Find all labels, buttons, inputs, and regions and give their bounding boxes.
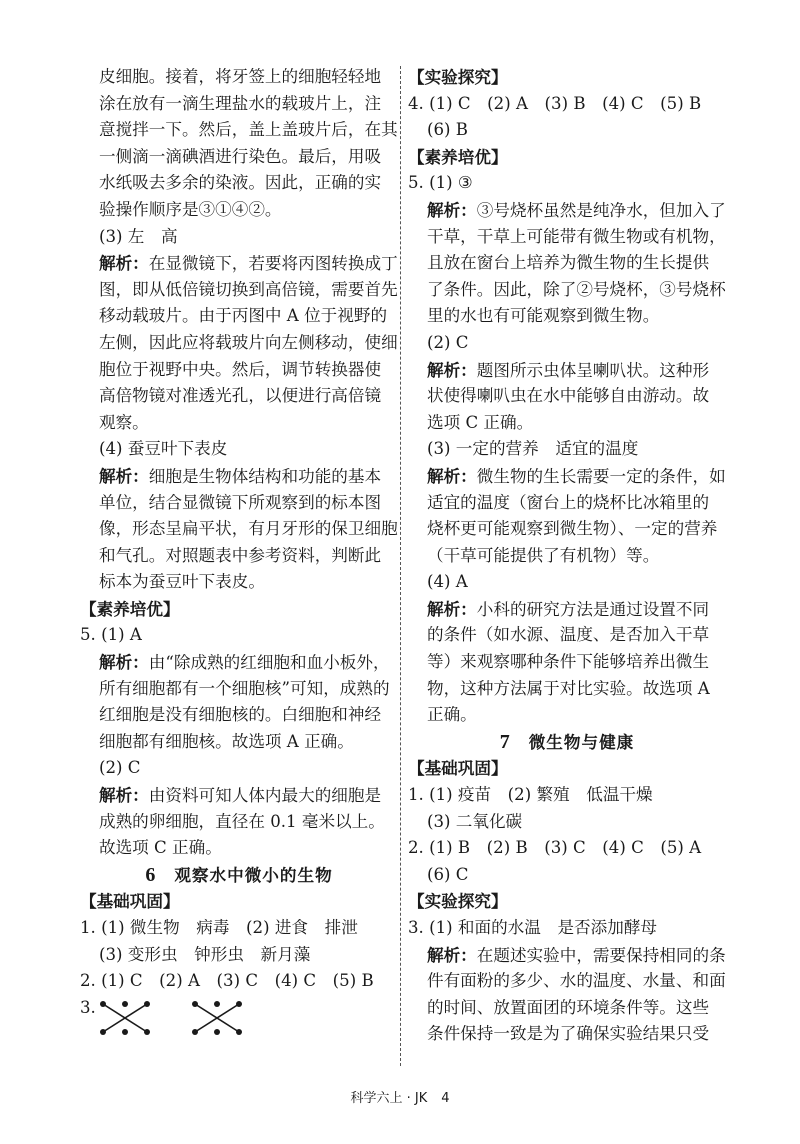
text-line: 像，形态呈扁平状，有月牙形的保卫细胞 <box>99 519 398 539</box>
column-divider <box>400 66 401 1066</box>
explanation-text: 由“除成熟的红细胞和血小板外， <box>148 653 390 673</box>
text-line: 且放在窗台上培养为微生物的生长提供 <box>427 253 710 273</box>
explanation-text: ③号烧杯虽然是纯净水，但加入了 <box>476 200 726 220</box>
explanation-label: 解析： <box>427 359 477 380</box>
section-title <box>80 862 398 889</box>
explanation-label: 解析： <box>99 785 149 806</box>
text-line: 烧杯更可能观察到微生物）、一定的营养 <box>427 519 718 539</box>
matching-dot <box>122 1029 128 1035</box>
matching-dot <box>214 1001 220 1007</box>
text-line: (6) C <box>427 864 469 884</box>
page-footer <box>0 1087 800 1106</box>
text-line: 故选项 C 正确。 <box>99 838 222 858</box>
text-line: (4) 蚕豆叶下表皮 <box>99 439 228 459</box>
explanation-text: 题图所示虫体呈喇叭状。这种形 <box>476 360 710 380</box>
text-line: (3) 一定的营养 适宜的温度 <box>427 439 639 459</box>
text-line: 条件保持一致是为了确保实验结果只受 <box>427 1024 710 1044</box>
text-line: 的时间、放置面团的环境条件等。这些 <box>427 997 710 1017</box>
right-column <box>408 64 726 1048</box>
text-line: 4. (1) C (2) A (3) B (4) C (5) B <box>408 93 702 113</box>
text-line: 观察。 <box>99 412 149 432</box>
text-line: (4) A <box>427 572 468 592</box>
text-line: 红细胞是没有细胞核的。白细胞和神经 <box>99 705 382 725</box>
matching-dot <box>236 1029 242 1035</box>
section-header: 【基础巩固】 <box>80 891 180 912</box>
section-header: 【素养培优】 <box>408 146 508 167</box>
text-line: 意搅拌一下。然后，盖上盖玻片后，在其 <box>99 120 398 140</box>
section-header: 【基础巩固】 <box>408 758 508 779</box>
text-line: 了条件。因此，除了②号烧杯，③号烧杯 <box>427 279 726 299</box>
text-line: 状使得喇叭虫在水中能够自由游动。故 <box>427 386 710 406</box>
explanation-text: 由资料可知人体内最大的细胞是 <box>148 786 382 806</box>
text-line: 胞位于视野中央。然后，调节转换器使 <box>99 359 382 379</box>
text-line: 等）来观察哪种条件下能够培养出微生 <box>427 652 710 672</box>
text-line: 2. (1) B (2) B (3) C (4) C (5) A <box>408 838 702 858</box>
explanation-line <box>408 197 726 224</box>
text-line: (3) 左 高 <box>99 226 178 246</box>
matching-dot <box>192 1029 198 1035</box>
matching-dot <box>144 1029 150 1035</box>
matching-diagram <box>97 999 247 1039</box>
explanation-line <box>408 463 726 490</box>
text-line: 左侧，因此应将载玻片向左侧移动，使细 <box>99 332 398 352</box>
explanation-text: 微生物的生长需要一定的条件，如 <box>476 466 726 486</box>
section-header: 【素养培优】 <box>80 598 180 619</box>
explanation-label: 解析： <box>427 199 477 220</box>
text-line: （干草可能提供了有机物）等。 <box>427 545 660 565</box>
text-line: 皮细胞。接着，将牙签上的细胞轻轻地 <box>99 67 382 86</box>
text-line: 验操作顺序是③①④②。 <box>99 199 282 219</box>
explanation-label: 解析： <box>99 652 149 673</box>
explanation-line <box>80 649 398 676</box>
text-line: 3. (1) 和面的水温 是否添加酵母 <box>408 918 658 937</box>
explanation-line <box>408 357 726 384</box>
explanation-text: 小科的研究方法是通过设置不同 <box>476 599 710 619</box>
text-line: 水纸吸去多余的染液。因此，正确的实 <box>99 173 382 193</box>
matching-answer <box>80 995 398 1041</box>
text-line: 1. (1) 疫苗 (2) 繁殖 低温干燥 <box>408 785 653 805</box>
text-line: 成熟的卵细胞，直径在 0.1 毫米以上。 <box>99 811 385 831</box>
text-line: 物，这种方法属于对比实验。故选项 A <box>427 678 710 698</box>
text-line: 1. (1) 微生物 病毒 (2) 进食 排泄 <box>80 918 358 937</box>
text-line: 所有细胞都有一个细胞核”可知，成熟的 <box>99 678 390 698</box>
explanation-label: 解析： <box>427 598 477 619</box>
matching-dot <box>122 1001 128 1007</box>
matching-dot <box>214 1029 220 1035</box>
section-header: 【实验探究】 <box>408 67 508 87</box>
text-line: 和气孔。对照题表中参考资料，判断此 <box>99 545 382 565</box>
text-line: 干草，干草上可能带有微生物或有机物， <box>427 226 726 246</box>
explanation-text: 细胞是生物体结构和功能的基本 <box>148 466 382 486</box>
text-line: 2. (1) C (2) A (3) C (4) C (5) B <box>80 971 374 991</box>
section-header: 【实验探究】 <box>408 891 508 912</box>
text-line: 正确。 <box>427 705 477 725</box>
text-line: (6) B <box>427 120 468 140</box>
matching-dot <box>144 1001 150 1007</box>
text-line: 选项 C 正确。 <box>427 412 534 432</box>
text-line: 涂在放有一滴生理盐水的载玻片上，注 <box>99 93 382 113</box>
section-title-text: 观察水中微小的生物 <box>174 865 333 885</box>
section-title-text: 微生物与健康 <box>528 732 635 752</box>
matching-dot <box>100 1029 106 1035</box>
text-line: 的条件（如水源、温度、是否加入干草 <box>427 625 710 645</box>
explanation-label: 解析： <box>427 944 477 965</box>
text-line: (3) 二氧化碳 <box>427 811 523 831</box>
text-line: 一侧滴一滴碘酒进行染色。最后，用吸 <box>99 146 382 166</box>
footer-subject: 科学六上 · JK <box>350 1091 428 1106</box>
section-title <box>408 729 726 756</box>
explanation-line <box>80 782 398 809</box>
explanation-line <box>80 250 398 277</box>
section-number: 6 <box>145 863 157 886</box>
text-line: (2) C <box>99 758 141 778</box>
matching-dot <box>236 1001 242 1007</box>
text-line: 单位，结合显微镜下所观察到的标本图 <box>99 492 382 512</box>
explanation-label: 解析： <box>99 465 149 486</box>
text-line: 图，即从低倍镜切换到高倍镜，需要首先 <box>99 279 398 299</box>
explanation-line <box>408 942 726 969</box>
text-line: (2) C <box>427 332 469 352</box>
text-line: 件有面粉的多少、水的温度、水量、和面 <box>427 971 726 991</box>
explanation-line <box>80 463 398 490</box>
question-number: 3. <box>80 997 96 1017</box>
left-column <box>80 64 398 1041</box>
text-line: 移动载玻片。由于丙图中 A 位于视野的 <box>99 306 388 326</box>
matching-dot <box>100 1001 106 1007</box>
matching-dot <box>192 1001 198 1007</box>
page-number: 4 <box>441 1091 450 1106</box>
explanation-label: 解析： <box>427 465 477 486</box>
text-line: 适宜的温度（窗台上的烧杯比冰箱里的 <box>427 492 710 512</box>
text-line: 细胞都有细胞核。故选项 A 正确。 <box>99 731 354 751</box>
text-line: 标本为蚕豆叶下表皮。 <box>99 572 265 592</box>
explanation-text: 在题述实验中，需要保持相同的条 <box>476 945 726 965</box>
text-line: 里的水也有可能观察到微生物。 <box>427 306 660 326</box>
text-line: 5. (1) A <box>80 625 142 645</box>
text-line: 5. (1) ③ <box>408 173 473 193</box>
text-line: 高倍物镜对准透光孔，以便进行高倍镜 <box>99 386 382 406</box>
explanation-line <box>408 596 726 623</box>
explanation-text: 在显微镜下，若要将丙图转换成丁 <box>148 254 398 274</box>
section-number: 7 <box>499 730 511 753</box>
explanation-label: 解析： <box>99 253 149 274</box>
text-line: (3) 变形虫 钟形虫 新月藻 <box>99 944 311 964</box>
